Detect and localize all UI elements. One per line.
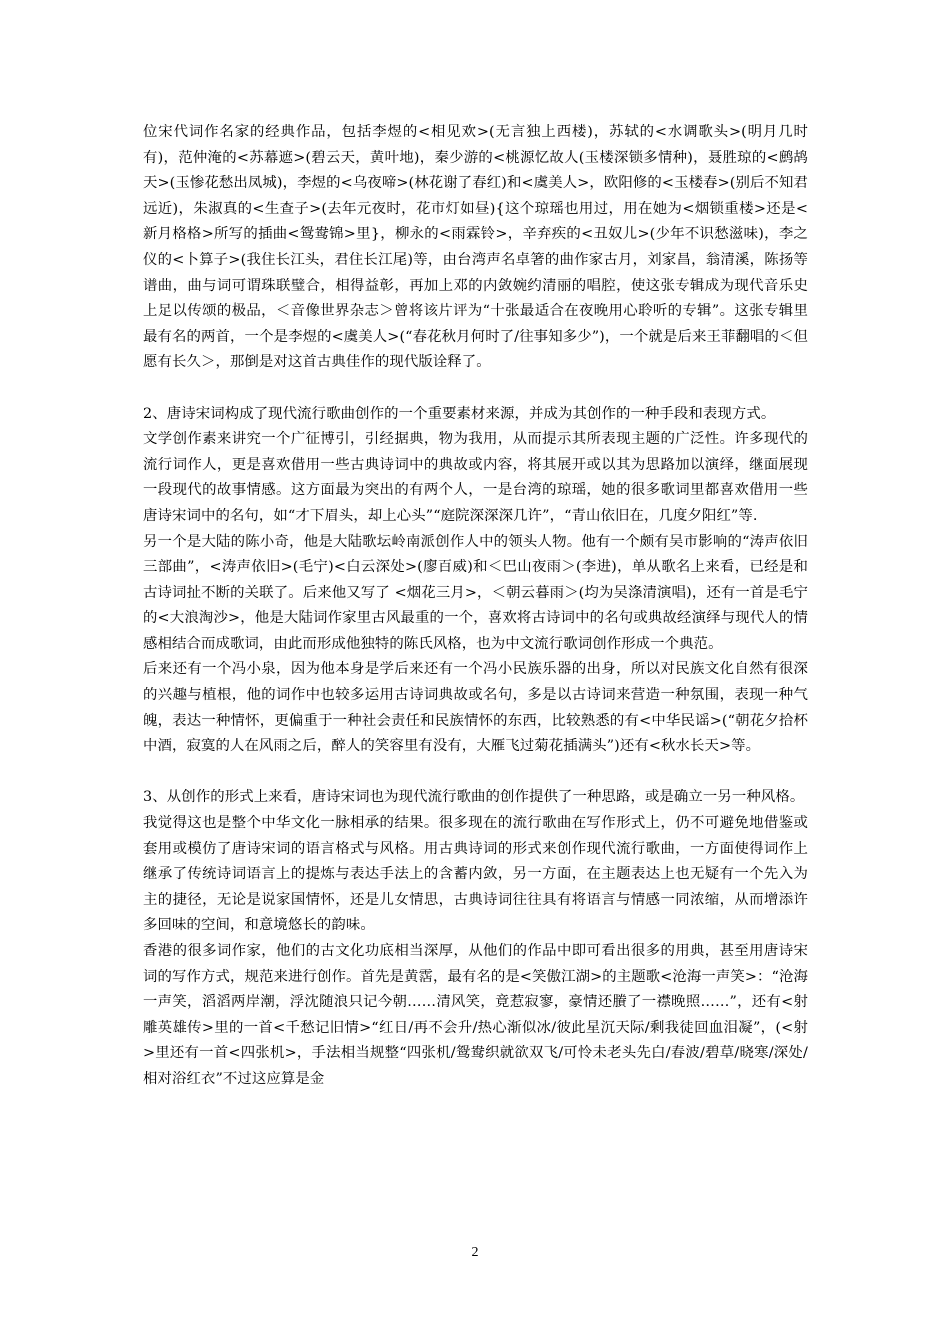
document-body xyxy=(143,120,808,1093)
paragraph-qiongyao: 文学创作素来讲究一个广征博引，引经据典，物为我用，从而提示其所表现主题的广泛性。许多现代的流行词作人，更是喜欢借用一些古典诗词中的典故或内容，将其展开或以其为思路加以演绎，继面展现一段现代的故事情感。这方面最为突出的有两个人，一是台湾的琼瑶，她的很多歌词里都喜欢借用一些唐诗宋词中的名句，如“才下眉头，却上心头”“庭院深深深几许”，“青山依旧在，几度夕阳红”等. xyxy=(143,431,808,524)
paragraph-chinese-culture: 我觉得这也是整个中华文化一脉相承的结果。很多现在的流行歌曲在写作形式上，仍不可避免地借鉴或套用或模仿了唐诗宋词的语言格式与风格。用古典诗词的形式来创作现代流行歌曲，一方面使得词作上继承了传统诗词语言上的提炼与表达手法上的含蓄内敛，另一方面，在主题表达上也无疑有一个先入为主的捷径，无论是说家国情怀，还是儿女情思，古典诗词往往具有将语言与情感一同浓缩，从而增添许多回味的空间，和意境悠长的韵味。 xyxy=(143,815,808,934)
paragraph-spacer xyxy=(143,760,808,786)
section-heading-2: 2、唐诗宋词构成了现代流行歌曲创作的一个重要素材来源，并成为其创作的一种手段和表现方式。 xyxy=(143,405,776,422)
paragraph-chen-xiaoqi: 另一个是大陆的陈小奇，他是大陆歌坛岭南派创作人中的领头人物。他有一个颇有吴市影响的“涛声依旧三部曲”，<涛声依旧>(毛宁)<白云深处>(廖百威)和＜巴山夜雨＞(李进)，单从歌名上来看，已经是和古诗词扯不断的关联了。后来他又写了 <烟花三月>，＜朝云暮雨＞(均为吴涤清演唱)，还有一首是毛宁的<大浪淘沙>，他是大陆词作家里古风最重的一个，喜欢将古诗词中的名句或典故经演绎与现代人的情感相结合而成歌词，由此而形成他独特的陈氏风格，也为中文流行歌词创作形成一个典范。 xyxy=(143,533,808,652)
page-number: 2 xyxy=(471,1245,479,1260)
paragraph-song-album-description: 位宋代词作名家的经典作品，包括李煜的<相见欢>(无言独上西楼)，苏轼的<水调歌头>(明月几时有)，范仲淹的<苏幕遮>(碧云天，黄叶地)，秦少游的<桃源忆故人(玉楼深锁多情种)，聂胜琼的<鹧鸪天>(玉惨花愁出凤城)，李煜的<乌夜啼>(林花谢了春红)和<虞美人>，欧阳修的<玉楼春>(别后不知君远近)，朱淑真的<生查子>(去年元夜时，花市灯如昼){这个琼瑶也用过，用在她为<烟锁重楼>还是<新月格格>所写的插曲<鸳鸯锦>里}，柳永的<雨霖铃>，辛弃疾的<丑奴儿>(少年不识愁滋味)，李之仪的<卜算子>(我住长江头，君住长江尾)等，由台湾声名卓箸的曲作家古月，刘家昌，翁清溪，陈扬等谱曲，曲与词可谓珠联璧合，相得益彰，再加上邓的内敛婉约清丽的唱腔，使这张专辑成为现代音乐史上足以传颂的极品，＜音像世界杂志＞曾将该片评为“十张最适合在夜晚用心聆听的专辑”。这张专辑里最有名的两首，一个是李煜的<虞美人>(“春花秋月何时了/往事知多少”)，一个就是后来王菲翻唱的＜但愿有长久＞，那倒是对这首古典佳作的现代版诠释了。 xyxy=(143,124,808,371)
paragraph-spacer xyxy=(143,376,808,402)
section-heading-3: 3、从创作的形式上来看，唐诗宋词也为现代流行歌曲的创作提供了一种思路，或是确立一另一种风格。 xyxy=(143,789,805,806)
paragraph-hongkong-lyricists: 香港的很多词作家，他们的古文化功底相当深厚，从他们的作品中即可看出很多的用典，甚至用唐诗宋词的写作方式，规范来进行创作。首先是黄霑，最有名的是<笑傲江湖>的主题歌<沧海一声笑>：“沧海一声笑，滔滔两岸潮，浮沈随浪只记今朝……清风笑，竟惹寂寥，豪情还賸了一襟晚照……”，还有<射雕英雄传>里的一首<千愁记旧情>“红日/再不会升/热心渐似冰/彼此星沉天际/剩我徒回血泪凝”，(<射>里还有一首<四张机>，手法相当规整“四张机/鸳鸯织就欲双飞/可怜未老头先白/春波/碧草/晓寒/深处/相对浴红衣”不过这应算是金 xyxy=(143,943,808,1087)
paragraph-feng-xiaoquan: 后来还有一个冯小泉，因为他本身是学后来还有一个冯小民族乐器的出身，所以对民族文化自然有很深的兴趣与植根，他的词作中也较多运用古诗词典故或名句，多是以古诗词来营造一种氛围，表现一种气魄，表达一种情怀，更偏重于一种社会责任和民族情怀的东西，比较熟悉的有<中华民谣>(“朝花夕拾杯中酒，寂寞的人在风雨之后，醉人的笑容里有没有，大雁飞过菊花插满头”)还有<秋水长天>等。 xyxy=(143,661,808,755)
